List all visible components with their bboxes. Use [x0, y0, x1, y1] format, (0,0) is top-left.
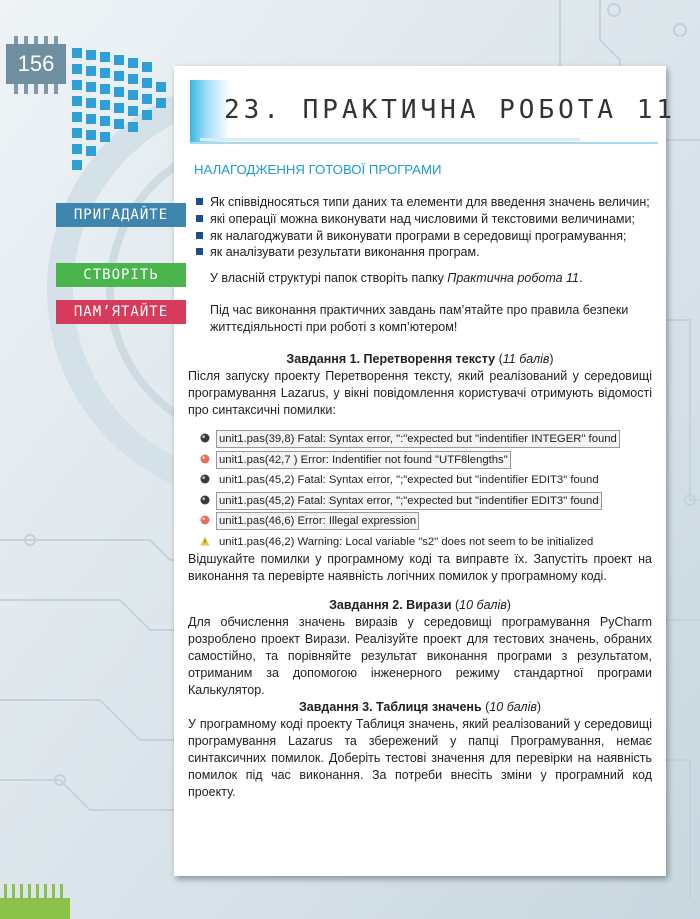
error-row: unit1.pas(45,2) Fatal: Syntax error, ";"expected but "indentifier EDIT3" found — [200, 492, 620, 510]
recall-list — [196, 194, 650, 261]
remember-text: Під час виконання практичних завдань пам’ятайте про правила безпеки життєдіяльності при роботі з комп’ютером! — [210, 303, 629, 334]
task2-heading: Завдання 2. Вирази (10 балів) — [329, 598, 511, 612]
warning-icon — [200, 536, 210, 546]
list-item: як налагоджувати й виконувати програми в середовищі програмування; — [196, 228, 650, 245]
task1-intro: Після запуску проекту Перетворення тексту, який реалізований у середовищі програмування Lazarus, у вікні повідомлення користувачі отримують відомості про синтаксичні помилки: — [188, 369, 652, 417]
subtitle: НАЛАГОДЖЕННЯ ГОТОВОЇ ПРОГРАМИ — [194, 162, 442, 177]
error-row: unit1.pas(45,2) Fatal: Syntax error, ";"expected but "indentifier EDIT3" found — [200, 471, 620, 489]
remember-tag: ПАМ’ЯТАЙТЕ — [56, 300, 186, 324]
task1-outro: Відшукайте помилки у програмному коді та виправте їх. Запустіть проект на виконання та перевірте наявність логічних помилок у програмному коді. — [188, 552, 652, 583]
page-number: 156 — [6, 44, 66, 84]
recall-tag: ПРИГАДАЙТЕ — [56, 203, 186, 227]
list-item: які операції можна виконувати над числовими й текстовими величинами; — [196, 211, 650, 228]
fatal-icon — [200, 495, 210, 505]
task3-heading: Завдання 3. Таблиця значень (10 балів) — [298, 700, 542, 714]
bullet-icon — [196, 232, 203, 239]
error-icon — [200, 454, 210, 464]
error-list — [200, 430, 620, 553]
task1-heading: Завдання 1. Перетворення тексту (11 балів) — [286, 352, 554, 366]
fatal-icon — [200, 433, 210, 443]
list-item: Як співвідносяться типи даних та елементи для введення значень величин; — [196, 194, 650, 211]
bullet-icon — [196, 248, 203, 255]
list-item: як аналізувати результати виконання програм. — [196, 244, 650, 261]
bullet-icon — [196, 198, 203, 205]
error-icon — [200, 515, 210, 525]
error-row: unit1.pas(39,8) Fatal: Syntax error, ":"expected but "indentifier INTEGER" found — [200, 430, 620, 448]
task3-body: У програмному коді проекту Таблиця значень, який реалізований у середовищі програмування Lazarus та збережений у папці Програмування, немає синтаксичних помилок. Доберіть тестові значення для перевірки на наявність помилок під час виконання. За потреби внесіть зміни у програмний код проекту. — [188, 717, 652, 799]
create-instruction: У власній структурі папок створіть папку Практична робота 11. — [210, 271, 583, 285]
error-row: unit1.pas(46,6) Error: Illegal expression — [200, 512, 620, 530]
create-tag: СТВОРІТЬ — [56, 263, 186, 287]
error-row: unit1.pas(46,2) Warning: Local variable "s2" does not seem to be initialized — [200, 533, 620, 551]
bullet-icon — [196, 215, 203, 222]
task2-body: Для обчислення значень виразів у середовищі програмування PyCharm розроблено проект Вирази. Реалізуйте проект для тестових значень, обраних самостійно, та порівняйте результат виконання програми з результатом, отриманим за допомогою інженерного режиму стандартної програми Калькулятор. — [188, 615, 652, 697]
error-row: unit1.pas(42,7 ) Error: Indentifier not found "UTF8lengths" — [200, 451, 620, 469]
page-title: 23. ПРАКТИЧНА РОБОТА 11 — [224, 95, 677, 125]
fatal-icon — [200, 474, 210, 484]
